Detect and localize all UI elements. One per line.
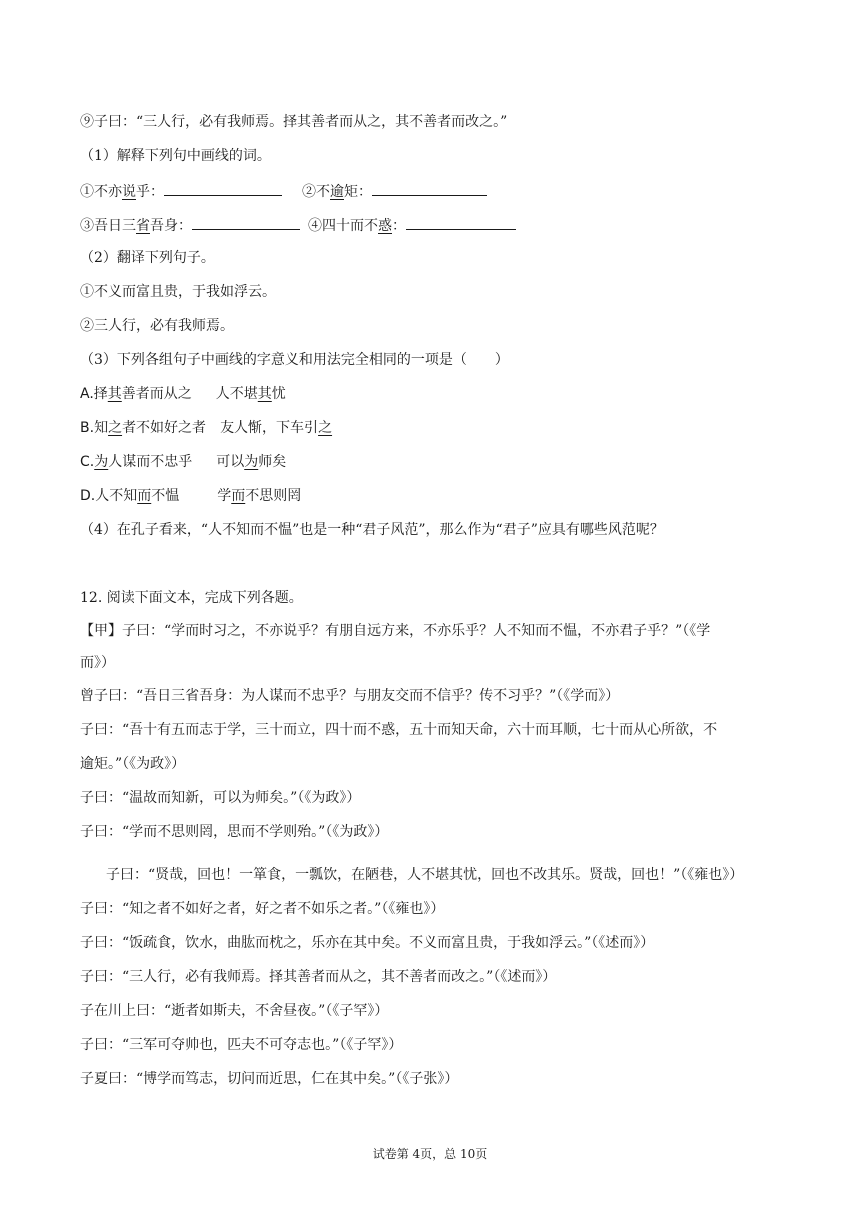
- option-a[interactable]: A.择其善者而从之 人不堪其忧: [80, 386, 286, 402]
- option-d[interactable]: D.人不知而不愠 学而不思则罔: [80, 488, 302, 504]
- q9-part2-item-1: ①不义而富且贵，于我如浮云。: [80, 284, 276, 300]
- item-1: ①不亦说乎：: [80, 184, 164, 200]
- q12-text-line: 子曰：“温故而知新，可以为师矣。”（《为政》）: [80, 790, 361, 806]
- option-c[interactable]: C.为人谋而不忠乎 可以为师矣: [80, 454, 287, 470]
- q12-text-line: 子曰：“饭疏食，饮水，曲肱而枕之，乐亦在其中矣。不义而富且贵，于我如浮云。”（《述而》）: [80, 935, 655, 951]
- answer-blank-4[interactable]: [406, 214, 516, 230]
- q9-quote: ⑨子曰：“三人行，必有我师焉。择其善者而从之，其不善者而改之。”: [80, 114, 508, 130]
- q12-text-line: 子在川上曰：“逝者如斯夫，不舍昼夜。”（《子罕》）: [80, 1003, 389, 1019]
- q12-text-line: 逾矩。”（《为政》）: [80, 756, 186, 772]
- q12-text-line: 而》）: [80, 655, 115, 671]
- item-2: ②不逾矩：: [302, 184, 372, 200]
- page-footer: 试卷第 4页，总 10页: [372, 1147, 488, 1161]
- q12-text-line: 曾子曰：“吾日三省吾身：为人谋而不忠乎？与朋友交而不信乎？传不习乎？”（《学而》）: [80, 688, 620, 704]
- q12-text-line: 【甲】子曰：“学而时习之，不亦说乎？有朋自远方来，不亦乐乎？人不知而不愠，不亦君子乎？”（《学: [80, 623, 711, 639]
- q12-text-line: 子曰：“贤哉，回也！一箪食，一瓢饮，在陋巷，人不堪其忧，回也不改其乐。贤哉，回也！”（《雍也》）: [106, 867, 744, 883]
- option-b[interactable]: B.知之者不如好之者 友人惭，下车引之: [80, 420, 333, 436]
- q12-text-line: 子曰：“知之者不如好之者，好之者不如乐之者。”（《雍也》）: [80, 901, 445, 917]
- q9-part2-item-2: ②三人行，必有我师焉。: [80, 318, 234, 334]
- q12-text-line: 子曰：“三军可夺帅也，匹夫不可夺志也。”（《子罕》）: [80, 1037, 403, 1053]
- q9-part4-prompt: （4）在孔子看来，“人不知而不愠”也是一种“君子风范”，那么作为“君子”应具有哪些风范呢？: [80, 522, 664, 538]
- answer-blank-2[interactable]: [372, 180, 487, 196]
- q9-part3-prompt: （3）下列各组句子中画线的字意义和用法完全相同的一项是（ ）: [80, 352, 509, 368]
- q12-heading: 12. 阅读下面文本，完成下列各题。: [80, 590, 303, 606]
- q12-text-line: 子夏曰：“博学而笃志，切问而近思，仁在其中矣。”（《子张》）: [80, 1071, 459, 1087]
- q9-part1-prompt: （1）解释下列句中画线的词。: [80, 148, 271, 164]
- q9-part2-prompt: （2）翻译下列句子。: [80, 250, 215, 266]
- q12-text-line: 子曰：“吾十有五而志于学，三十而立，四十而不惑，五十而知天命，六十而耳顺，七十而从心所欲，不: [80, 722, 718, 738]
- answer-blank-1[interactable]: [164, 180, 282, 196]
- item-4: ④四十而不惑：: [308, 218, 406, 234]
- item-3: ③吾日三省吾身：: [80, 218, 192, 234]
- q12-text-line: 子曰：“学而不思则罔，思而不学则殆。”（《为政》）: [80, 824, 389, 840]
- answer-blank-3[interactable]: [192, 214, 300, 230]
- q12-text-line: 子曰：“三人行，必有我师焉。择其善者而从之，其不善者而改之。”（《述而》）: [80, 969, 557, 985]
- q9-part1-row2: [80, 214, 516, 236]
- q9-part1-row1: [80, 180, 487, 202]
